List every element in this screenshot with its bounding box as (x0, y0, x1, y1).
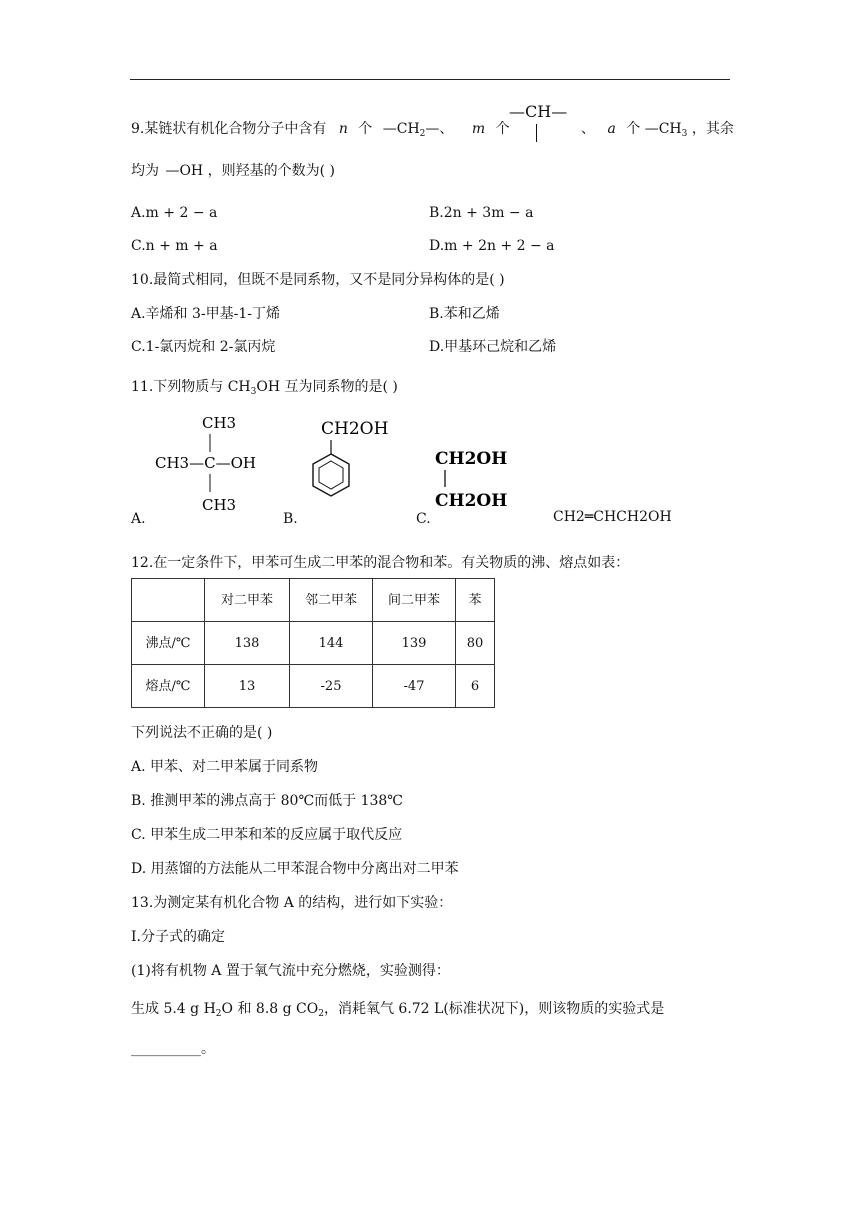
header-rule (130, 79, 730, 80)
q13-part1: Ⅰ.分子式的确定 (131, 929, 225, 945)
table-cell: 80 (456, 622, 495, 665)
q13-step1: (1)将有机物 A 置于氧气流中充分燃烧，实验测得： (131, 963, 450, 979)
q10-option-d: D.甲基环己烷和乙烯 (429, 339, 557, 355)
struct-b-group: CH2OH (321, 419, 389, 439)
q9-ch-bond (536, 124, 537, 142)
q9-line2 (131, 164, 335, 178)
q9-ch-group: —CH— (509, 104, 567, 120)
q12-option-b: B. 推测甲苯的沸点高于 80℃而低于 138℃ (131, 793, 403, 809)
struct-a-bottom: CH3 (202, 496, 237, 514)
q9-ge2: 个 (495, 121, 510, 137)
q9-n: n (338, 121, 348, 137)
table-cell: -25 (290, 665, 373, 708)
table-header-cell: 对二甲苯 (205, 579, 290, 622)
q11-stem: 11.下列物质与 $CH_3OH$ 互为同系物的是( ) (131, 379, 398, 397)
q13-stem: 13.为测定某有机化合物 A 的结构，进行如下实验： (131, 895, 453, 911)
table-cell: 熔点/℃ (132, 665, 205, 708)
q10-option-c: C.1-氯丙烷和 2-氯丙烷 (131, 339, 276, 355)
q11-structure-c (431, 442, 531, 524)
table-row (132, 622, 495, 665)
q9-ge3: 个 (626, 121, 641, 137)
q12-option-d: D. 用蒸馏的方法能从二甲苯混合物中分离出对二甲苯 (131, 861, 459, 877)
q9-option-b: B.2n + 3m − a (429, 205, 534, 221)
table-cell: 6 (456, 665, 495, 708)
table-header-cell (132, 579, 205, 622)
table-header-cell: 间二甲苯 (373, 579, 456, 622)
struct-a-top: CH3 (202, 414, 237, 432)
table-cell: 144 (290, 622, 373, 665)
q9-rest: ，其余 (691, 121, 734, 137)
q11-label-b: B. (283, 511, 298, 527)
q11-option-d: CH2═CHCH2OH (553, 509, 672, 525)
table-header-cell: 邻二甲苯 (290, 579, 373, 622)
struct-c-bottom: CH2OH (435, 491, 508, 511)
q12-stem: 12.在一定条件下，甲苯可生成二甲苯的混合物和苯。有关物质的沸、熔点如表： (131, 555, 630, 571)
q9-option-d: D.m + 2n + 2 − a (429, 238, 555, 254)
q9-line1-end (581, 122, 734, 139)
q12-data-table (131, 578, 495, 708)
q11-label-a: A. (131, 511, 146, 527)
q9-m: m (471, 121, 486, 137)
table-row (132, 665, 495, 708)
table-cell: 139 (373, 622, 456, 665)
table-header-row (132, 579, 495, 622)
q9-line2-suffix: ，则羟基的个数为( ) (207, 163, 335, 179)
table-cell: -47 (373, 665, 456, 708)
q9-option-c: C.n + m + a (131, 238, 218, 254)
q9-line2-prefix: 均为 (131, 163, 159, 179)
q9-ch3: $—CH_3$ (644, 121, 688, 139)
q11-label-c: C. (416, 511, 431, 527)
q9-prefix: 9.某链状有机化合物分子中含有 (131, 121, 327, 137)
q13-line: 生成 5.4 g $H_2O$ 和 8.8 g $CO_2$，消耗氧气 6.72 L(标准状况下)，则该物质的实验式是 (131, 1001, 665, 1019)
q13-answer-blank: __________。 (131, 1041, 215, 1057)
benzene-ring-icon (313, 454, 349, 496)
q9-a: a (607, 121, 616, 137)
struct-a-middle: CH3—C—OH (155, 454, 256, 472)
struct-c-top: CH2OH (435, 449, 508, 469)
q9-oh: —OH (165, 163, 204, 179)
q10-option-a: A.辛烯和 3-甲基-1-丁烯 (131, 306, 281, 322)
q10-stem: 10.最简式相同，但既不是同系物，又不是同分异构体的是( ) (131, 272, 505, 288)
q9-line1 (131, 122, 510, 139)
q12-question: 下列说法不正确的是( ) (131, 725, 273, 741)
q9-ch2: $—CH_2—$、 (382, 121, 454, 139)
table-header-cell: 苯 (456, 579, 495, 622)
q12-option-a: A. 甲苯、对二甲苯属于同系物 (131, 759, 319, 775)
table-cell: 沸点/℃ (132, 622, 205, 665)
q9-option-a: A.m + 2 − a (131, 205, 218, 221)
q12-option-c: C. 甲苯生成二甲苯和苯的反应属于取代反应 (131, 827, 403, 843)
q11-structure-a (153, 408, 263, 520)
q9-ge1: 个 (358, 121, 373, 137)
q9-sep: 、 (581, 121, 595, 137)
q11-structure-b (303, 412, 403, 518)
q10-option-b: B.苯和乙烯 (429, 306, 500, 322)
table-cell: 138 (205, 622, 290, 665)
table-cell: 13 (205, 665, 290, 708)
